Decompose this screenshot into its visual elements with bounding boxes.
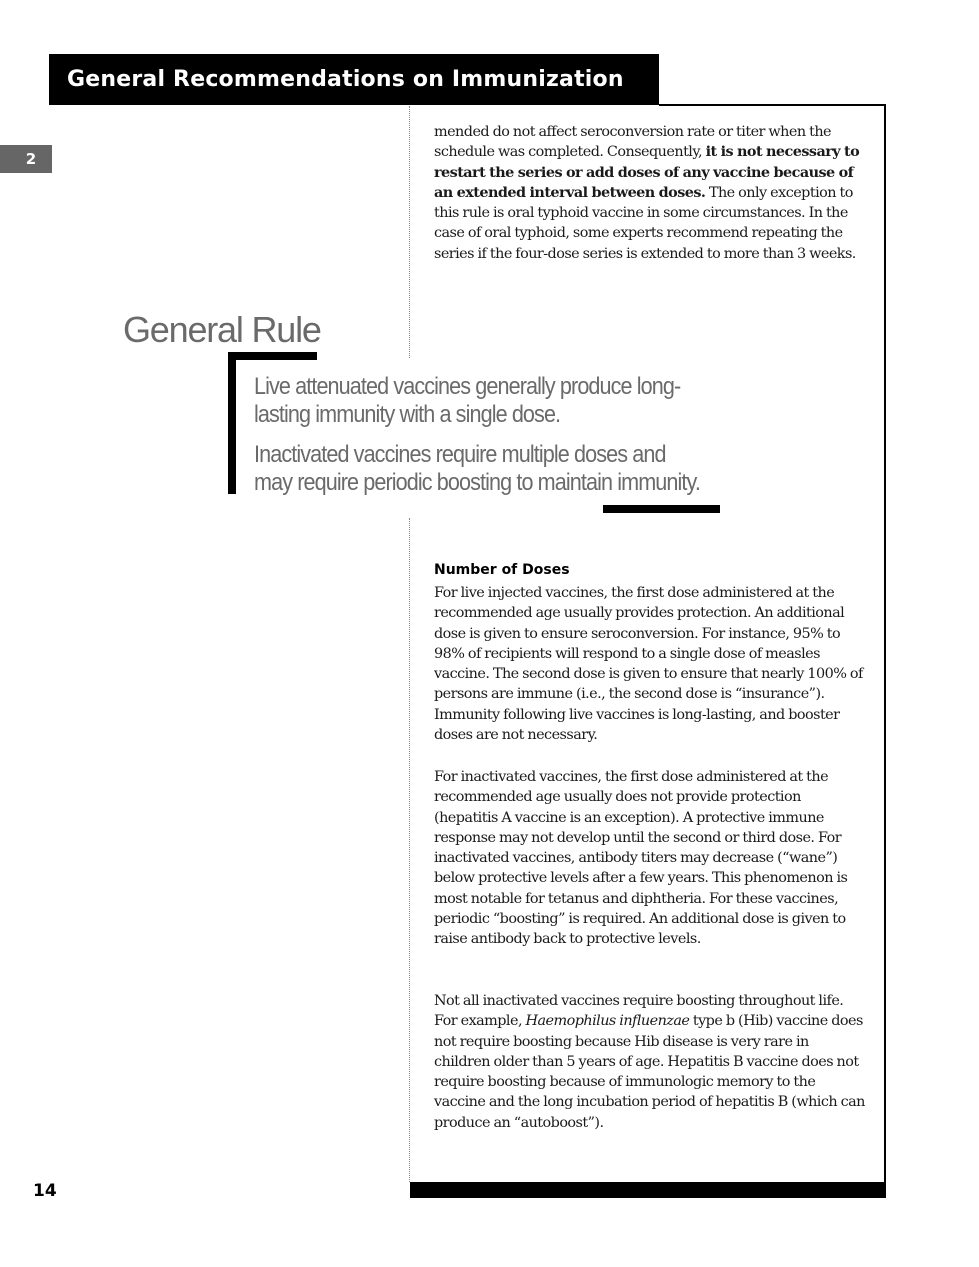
continued-paragraph [434,122,866,264]
page-header-title: General Recommendations on Immunization [49,54,659,105]
paragraph-live-vaccines: For live injected vaccines, the first dose administered at the recommended age usually provides protection. An additional dose is given to ensure seroconversion. For instance, 95% to 98% of recipients will respond to a single dose of measles vaccine. The second dose is given to ensure that nearly 100% of persons are immune (i.e., the second dose is “insurance”). Immunity following live vaccines is long-lasting, and booster doses are not necessary. [434,585,863,744]
continued-text-end: The only exception to this rule is oral typhoid vaccine in some circumstances. In the case of oral typhoid, some experts recommend repeating the series if the four-dose series is extended to more than 3 weeks. [434,184,856,262]
boosting-text-italic: Haemophilus influenzae [525,1013,690,1030]
boosting-text-end: type b (Hib) vaccine does not require boosting because Hib disease is very rare in children older than 5 years of age. Hepatitis B vaccine does not require boosting because of immunologic memory to the vaccine and the long incubation period of hepatitis B (which can produce an “autoboost”). [434,1013,865,1131]
frame-right-rule [884,104,886,1198]
frame-bottom-bar [410,1182,886,1198]
boosting-text-start: Not all inactivated vaccines require boosting throughout life. For example, [434,993,844,1030]
rule-bracket-top [228,352,317,360]
paragraph-boosting [434,991,866,1133]
column-divider-bottom [409,518,410,1182]
rule-bracket-bottom [603,505,720,513]
page-number: 14 [33,1181,57,1201]
rule-bracket-left [228,352,236,494]
continued-text-bold: it is not necessary to restart the series or add doses of any vaccine because of an extended interval between doses. [434,143,860,201]
general-rule-live-vaccines: Live attenuated vaccines generally produce long-lasting immunity with a single dose. [254,373,681,428]
continued-text-start: mended do not affect seroconversion rate or titer when the schedule was completed. Consequently, [434,124,832,161]
general-rule-inactivated-vaccines: Inactivated vaccines require multiple doses and may require periodic boosting to maintain immunity. [254,441,700,496]
frame-top-rule [659,104,886,106]
section-heading: Number of Doses [434,562,570,578]
paragraph-inactivated-vaccines: For inactivated vaccines, the first dose administered at the recommended age usually does not provide protection (hepatitis A vaccine is an exception). A protective immune response may not develop until the second or third dose. For inactivated vaccines, antibody titers may decrease (“wane”) below protective levels after a few years. This phenomenon is most notable for tetanus and diphtheria. For these vaccines, periodic “boosting” is required. An additional dose is given to raise antibody back to protective levels. [434,769,848,948]
chapter-tab: 2 [0,145,52,173]
column-divider-top [409,106,410,358]
general-rule-title: General Rule [123,309,321,350]
